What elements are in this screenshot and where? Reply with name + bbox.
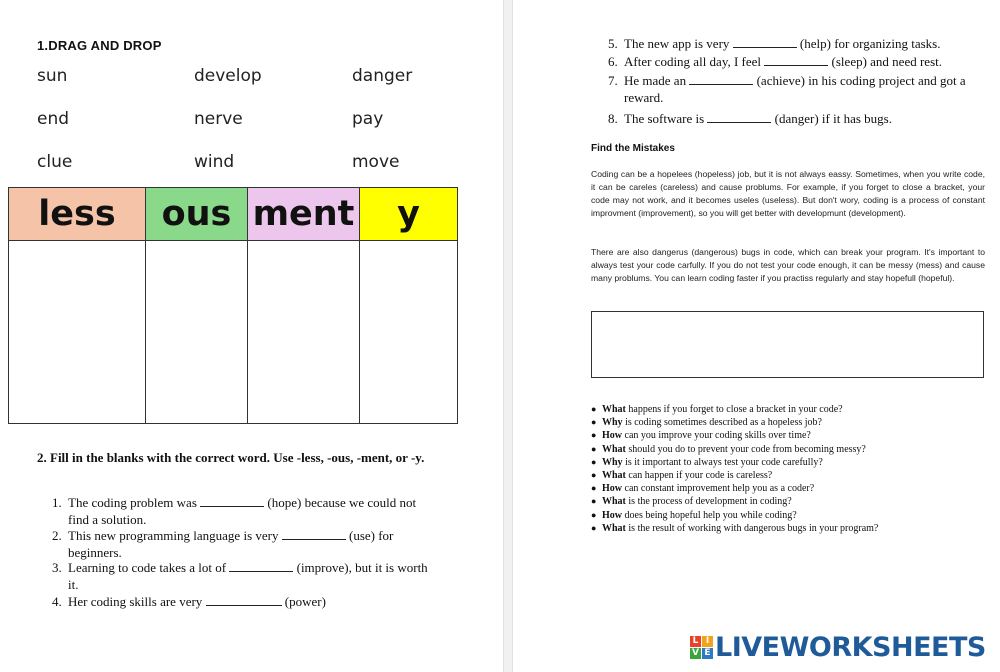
sentence-text: (use) for beginners.: [68, 528, 394, 560]
draggable-word-develop[interactable]: develop: [194, 66, 262, 86]
sentence-number: 6.: [608, 54, 618, 69]
question-text: is the process of development in coding?: [625, 496, 792, 508]
sentence-text: Learning to code takes a lot of: [68, 560, 227, 575]
draggable-word-danger[interactable]: danger: [352, 66, 413, 86]
question-lead: What: [602, 404, 626, 415]
drag-drop-title: 1.DRAG AND DROP: [37, 38, 162, 53]
draggable-word-pay[interactable]: pay: [352, 109, 384, 129]
logo-mark-letter: I: [702, 636, 713, 647]
question-lead: What: [602, 522, 626, 534]
sentence-number: 4.: [52, 594, 62, 609]
sentence-number: 7.: [608, 73, 618, 88]
draggable-word-clue[interactable]: clue: [37, 152, 73, 172]
answer-blank-2[interactable]: [282, 528, 346, 540]
sentence-text: (help) for organizing tasks.: [799, 36, 941, 51]
sentence-5: [608, 36, 989, 53]
draggable-word-nerve[interactable]: nerve: [194, 109, 243, 129]
bullet-icon: ●: [591, 483, 597, 494]
drop-zone-ous[interactable]: [146, 241, 248, 424]
sentence-text: After coding all day, I feel: [624, 54, 762, 69]
question-item: [591, 403, 878, 416]
logo-wordmark: LIVEWORKSHEETS: [715, 631, 986, 663]
drop-zone-y[interactable]: [360, 241, 458, 424]
question-list: [591, 403, 878, 535]
sentence-7: [608, 73, 989, 106]
bullet-icon: ●: [591, 456, 597, 467]
drop-zone-less[interactable]: [9, 241, 146, 424]
question-text: is coding sometimes described as a hopeless job?: [622, 417, 822, 429]
logo-mark-letter: E: [702, 648, 713, 659]
liveworksheets-logo: [690, 632, 986, 662]
page-divider: [503, 0, 513, 672]
question-text: can happen if your code is careless?: [625, 470, 773, 482]
question-text: is it important to always test your code carefully?: [622, 456, 823, 468]
draggable-word-wind[interactable]: wind: [194, 152, 235, 172]
sentence-8: [608, 111, 989, 128]
sentence-number: 5.: [608, 36, 618, 51]
question-lead: What: [602, 443, 626, 455]
bullet-icon: ●: [591, 509, 597, 520]
question-text: is the result of working with dangerous bugs in your program?: [625, 522, 879, 534]
answer-blank-4[interactable]: [206, 594, 282, 606]
sentence-text: The coding problem was: [68, 495, 197, 510]
question-item: [591, 469, 878, 482]
draggable-word-move[interactable]: move: [352, 152, 400, 172]
suffix-header-less: less: [9, 188, 146, 241]
sentence-text: (danger) if it has bugs.: [774, 111, 892, 126]
question-lead: Why: [602, 456, 623, 468]
question-item: [591, 522, 878, 535]
mistakes-paragraph-1: Coding can be a hopelees (hopeless) job, but it is not always eassy. Sometimes, when you write code, it can be careles (careless) and cause problums. For example, if you forget to close a bracket, your code may not work, and it becomes useles (useless). But don't wory, coding is a process of constant improvment (improvement), so you will get better with developmunt (development).: [591, 169, 985, 219]
question-item: [591, 482, 878, 495]
suffix-drop-table: [8, 187, 458, 424]
draggable-word-sun[interactable]: sun: [37, 66, 68, 86]
question-text: should you do to prevent your code from becoming messy?: [625, 443, 866, 455]
sentence-text: He made an: [624, 73, 687, 88]
answer-blank-6[interactable]: [764, 54, 828, 66]
question-item: [591, 443, 878, 456]
answer-blank-8[interactable]: [707, 111, 771, 123]
question-text: can you improve your coding skills over time?: [622, 430, 811, 442]
sentence-text: (achieve) in his coding project and got a reward.: [624, 73, 966, 105]
bullet-icon: ●: [591, 496, 597, 507]
suffix-header-ous: ous: [146, 188, 248, 241]
logo-mark-letter: V: [690, 648, 701, 659]
sentence-3: [52, 560, 433, 593]
bullet-icon: ●: [591, 522, 597, 533]
bullet-icon: ●: [591, 404, 597, 414]
logo-mark-letter: L: [690, 636, 701, 647]
bullet-icon: ●: [591, 430, 597, 441]
question-text: happens if you forget to close a bracket in your code?: [625, 404, 843, 415]
suffix-header-ment: ment: [248, 188, 360, 241]
question-item: [591, 429, 878, 442]
suffix-header-y: y: [360, 188, 458, 241]
question-item: [591, 509, 878, 522]
question-lead: How: [602, 509, 622, 521]
sentence-1: [52, 495, 433, 528]
sentence-text: (power): [284, 594, 326, 609]
question-lead: Why: [602, 417, 623, 429]
sentence-number: 2.: [52, 528, 62, 543]
sentence-text: The new app is very: [624, 36, 730, 51]
sentence-text: The software is: [624, 111, 705, 126]
sentence-number: 3.: [52, 560, 62, 575]
sentence-6: [608, 54, 989, 71]
question-lead: How: [602, 483, 622, 495]
question-item: [591, 495, 878, 508]
mistakes-answer-box[interactable]: [591, 311, 984, 378]
sentence-4: [52, 594, 433, 611]
sentence-number: 1.: [52, 495, 62, 510]
draggable-word-end[interactable]: end: [37, 109, 70, 129]
question-item: [591, 456, 878, 469]
question-text: can constant improvement help you as a coder?: [622, 483, 815, 495]
drop-zone-ment[interactable]: [248, 241, 360, 424]
sentence-text: (hope) because we could not find a solution.: [68, 495, 417, 527]
answer-blank-7[interactable]: [689, 73, 753, 85]
sentence-2: [52, 528, 433, 561]
sentence-text: This new programming language is very: [68, 528, 279, 543]
answer-blank-3[interactable]: [229, 560, 293, 572]
question-item: [591, 416, 878, 429]
bullet-icon: ●: [591, 470, 597, 481]
find-mistakes-title: Find the Mistakes: [591, 143, 675, 154]
logo-mark-icon: [690, 636, 713, 659]
sentence-text: Her coding skills are very: [68, 594, 203, 609]
question-lead: What: [602, 470, 626, 482]
fill-blanks-title: 2. Fill in the blanks with the correct word. Use -less, -ous, -ment, or -y.: [37, 450, 425, 465]
sentence-text: (sleep) and need rest.: [831, 54, 942, 69]
answer-blank-5[interactable]: [733, 36, 797, 48]
answer-blank-1[interactable]: [200, 495, 264, 507]
mistakes-paragraph-2: There are also dangerus (dangerous) bugs in code, which can break your program. It's important to always test your code carfully. If you do not test your code enough, it can be messy (mess) and cause many problums. You can learn coding faster if you practiss regularly and stay hopefull (hopeful).: [591, 247, 985, 284]
sentence-number: 8.: [608, 111, 618, 126]
sentence-text: (improve), but it is worth it.: [68, 560, 428, 592]
question-lead: What: [602, 496, 626, 508]
question-text: does being hopeful help you while coding?: [622, 509, 797, 521]
question-lead: How: [602, 430, 622, 442]
bullet-icon: ●: [591, 443, 597, 454]
bullet-icon: ●: [591, 417, 597, 428]
